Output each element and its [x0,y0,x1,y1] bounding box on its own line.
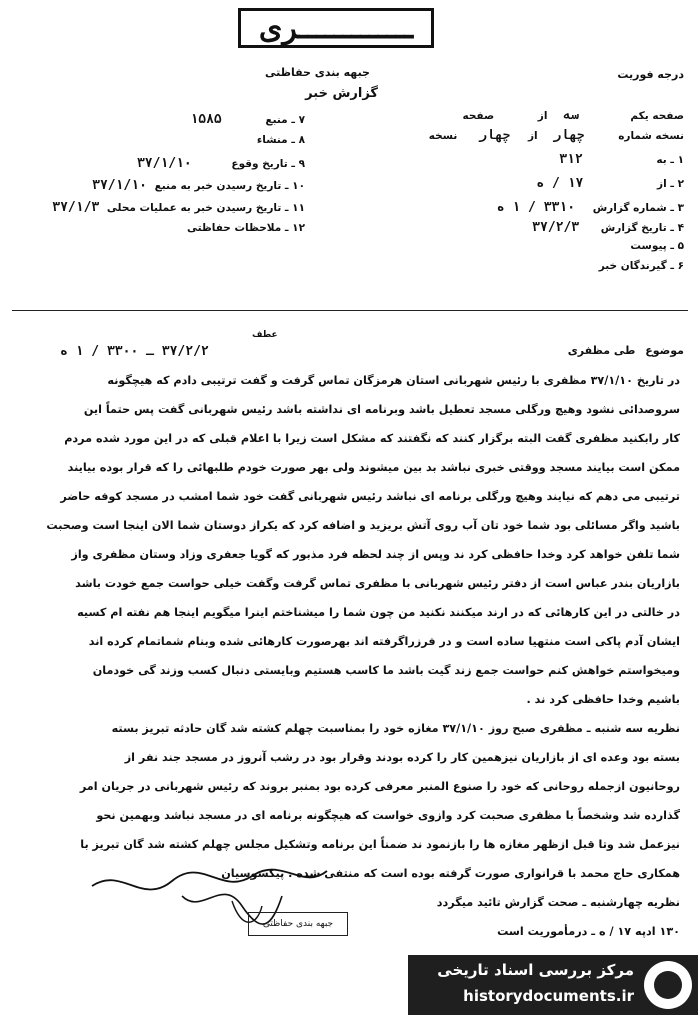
body-line: شما تلفن خواهد کرد وخدا حافظی کرد ند وپس از چند لحظه فرد مذبور که گویا جعفری وزاد وستان مظفری واز [71,548,680,561]
body-line: ایشان آدم پاکی است منتهیا ساده است و در فرزراگرفته اند بهرصورت کارهائی شده وبنام شماتمام کرده اند [88,635,680,648]
field-to: ۱ ـ به ۳۱۲ [559,152,684,167]
watermark-banner [408,955,698,1015]
field-report-date: ۴ ـ تاریخ گزارش ۳۷/۲/۳ [532,220,684,235]
field-origin: ۸ ـ منشاء [256,134,305,146]
field-from: ۲ ـ از ۱۷ / ه [536,176,684,191]
urgency-label: درجه فوریت [617,68,684,81]
field-source: ۷ ـ منبع ۱۵۸۵ [190,112,305,127]
body-line: باشیم وخدا حافظی کرد ند . [526,693,680,706]
field-ops-received-date: ۱۱ ـ تاریخ رسیدن خبر به عملیات محلی ۳۷/۱/۳ [52,200,305,215]
body-line: گذارده شد وشخصاً با مظفری صحبت کرد وازوی خواست که هیچگونه برنامه ای در مسجد نباشد وبهمین نحو [96,809,680,822]
stamp-text: ـــــــــــــری [258,10,414,46]
body-line: نیزعمل شد وتا قبل ازظهر مغازه ها را بازنمود ند ضمناً این برنامه وتشکیل مجلس چهلم کشته شد گان تبریز با [80,838,680,851]
body-line: باشید واگر مسائلی بود شما خود تان آب روی آتش بریزید و اضافه کرد که یکراز دوستان شما الان اینجا است وصحبت [46,519,680,532]
subject-line [568,344,684,357]
watermark-url: historydocuments.ir [463,987,634,1005]
section-divider [12,310,688,311]
report-title: گزارش خبر [305,86,378,101]
body-line: در تاریخ ۳۷/۱/۱۰ مظفری با رئیس شهربانی استان هرمزگان تماس گرفت و گفت ترتیبی دادم که هیچگونه [107,374,680,387]
classification-stamp [238,8,434,48]
field-page: صفحه یکم سه از صفحه [462,108,684,123]
body-line: ومیخواستم خواهش کنم حواست جمع زند گیت باشد ما کاسب هستیم وبایستی دنبال کسب وزند گی خودمان [92,664,680,677]
field-report-number: ۳ ـ شماره گزارش ۳۳۱۰ / ۱ ه [496,200,684,215]
field-recipients: ۶ ـ گیرندگان خبر [598,260,684,272]
body-line: بسته بود وعده ای از بازاریان نیزهمین کار را کرده بودند وقرار بود در رشب آنروز در مسجد جند نفر از [124,751,680,764]
body-line: در خالتی در این کارهائی که در ارند میکنند نکنید من چون شما را میشناختم اینرا میگویم اینجا هم نفته ام کسیه [77,606,680,619]
field-attachment: ۵ ـ پیوست [630,240,684,252]
body-line: ترتیبی می دهم که نیایند وهیچ ورگلی برنامه ای نباشد رئیس شهربانی گفت خود شما امشب در مسجد کوفه حاضر [60,490,680,503]
subject-label: موضوع [645,344,684,357]
body-line: روحانیون ازجمله روحانی که خود را صنوع المنبر معرفی کرده بود بمنبر بروند که رئیس شهربانی در جریان امر [79,780,680,793]
archive-logo-icon [644,961,692,1009]
field-occurrence-date: ۹ ـ تاریخ وقوع ۳۷/۱/۱۰ [136,156,305,171]
body-line: نظریه چهارشنبه ـ صحت گزارش تائید میگردد [436,896,680,909]
field-copy: نسخه شماره چهار از چهار نسخه [428,128,684,143]
body-line: ۱۳۰ ادپه ۱۷ / ه ـ درمأموریت است [497,925,680,938]
classification-line: جبهه بندی حفاظتی [264,66,370,79]
field-security-notes: ۱۲ ـ ملاحظات حفاظتی [186,222,305,234]
reference-value: ۳۷/۲/۲ ـ ۳۳۰۰ / ۱ ه [60,344,209,359]
body-line: کار رابکنید مظفری گفت البته برگزار کنند که نگفتند که مشکل است زیرا با اعلام قبلی که در این مورد شده مردم [64,432,680,445]
body-line: همکاری حاج محمد با قرانواری صورت گرفته بوده است که منتفی شده . پیکسوسیان [221,867,680,880]
body-line: نظریه سه شنبه ـ مظفری صبح روز ۳۷/۱/۱۰ مغازه خود را بمناسبت چهلم کشته شد گان حادثه تبریز بسته [111,722,680,735]
subject-value: طی مظفری [567,344,636,357]
watermark-title: مرکز بررسی اسناد تاریخی [437,961,634,979]
body-line: بازاریان بندر عباس است از دفتر رئیس شهربانی با مظفری تماس گرفت وگفت خیلی حواست جمع خودت باشد [75,577,680,590]
body-line: ممکن است بیایند مسجد ووقتی خبری نباشد بد بین میشوند ولی بهر صورت خودم طلبهائی را که قرار بوده بیایند [67,461,680,474]
reference-label: عطف [252,330,278,340]
bottom-classification-box: جبهه بندی حفاظتی [248,912,348,936]
body-line: سروصدائی نشود وهیچ ورگلی مسجد تعطیل باشد وبرنامه ای نداشته باشد رئیس شهربانی گفت پس حتماً این [83,403,680,416]
field-source-received-date: ۱۰ ـ تاریخ رسیدن خبر به منبع ۳۷/۱/۱۰ [92,178,305,193]
